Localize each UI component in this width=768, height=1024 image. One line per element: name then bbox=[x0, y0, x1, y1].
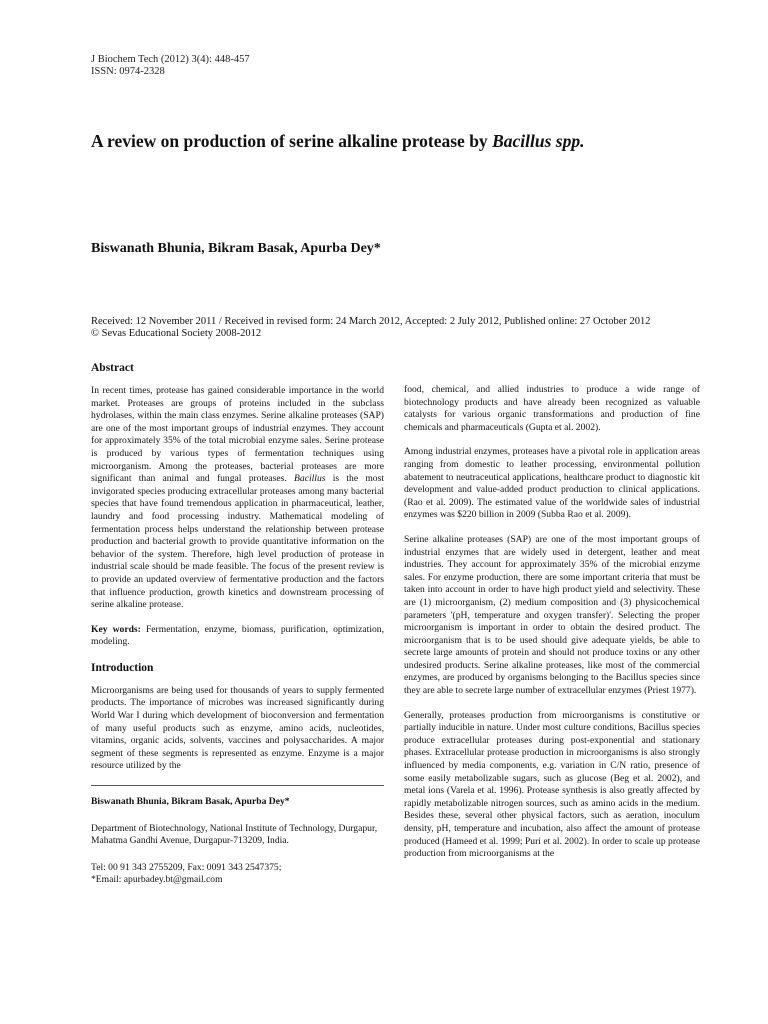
paper-title bbox=[91, 130, 731, 152]
keywords-text: Fermentation, enzyme, biomass, purification, optimization, modeling. bbox=[91, 623, 384, 648]
footnote-affiliation: Department of Biotechnology, National Institute of Technology, Durgapur, Mahatma Gandhi Avenue, Durgapur-713209, India. bbox=[91, 822, 378, 847]
paper-title-main: A review on production of serine alkaline protease by bbox=[91, 131, 493, 151]
footnote-authors: Biswanath Bhunia, Bikram Basak, Apurba Dey* bbox=[91, 796, 290, 808]
keywords-label: Key words: bbox=[91, 623, 141, 635]
journal-citation: J Biochem Tech (2012) 3(4): 448-457 bbox=[91, 54, 250, 65]
left-column bbox=[91, 361, 384, 895]
introduction-heading: Introduction bbox=[91, 661, 154, 674]
keywords bbox=[91, 624, 384, 649]
copyright-notice: © Sevas Educational Society 2008-2012 bbox=[91, 328, 262, 339]
journal-issn: ISSN: 0974-2328 bbox=[91, 66, 165, 77]
introduction-text: Microorganisms are being used for thousands of years to supply fermented products. The importance of microbes was increased significantly during World War I during which development of bioconversion and fermentation of many useful products such as enzyme, amino acids, nucleotides, vitamins, organic acids, solvents, vaccines and polysaccharides. A major segment of these segments is represented as enzyme. Enzyme is a major resource utilized by the bbox=[91, 684, 384, 772]
footnote-tel: Tel: 00 91 343 2755209, Fax: 0091 343 2547375; bbox=[91, 861, 282, 873]
abstract-heading: Abstract bbox=[91, 362, 134, 374]
author-list: Biswanath Bhunia, Bikram Basak, Apurba Dey* bbox=[91, 241, 381, 256]
body-paragraph-1: food, chemical, and allied industries to produce a wide range of biotechnology products and have already been recognized as valuable catalysts for various organic transformations and production of fine chemicals and pharmaceuticals (Gupta et al. 2002). bbox=[404, 384, 700, 433]
footnote-divider bbox=[91, 785, 384, 786]
footnote-email: *Email: apurbadey.bt@gmail.com bbox=[91, 874, 223, 886]
body-paragraph-3: Serine alkaline proteases (SAP) are one of the most important groups of industrial enzymes that are widely used in detergent, leather and meat industries. They account for approximately 35% of the microbial enzyme sales. For enzyme production, there are some important criteria that must be taken into account in order to have high product yield and selectivity. These are (1) microorganism, (2) medium composition and (3) physicochemical parameters '(pH, temperature and oxygen transfer)'. Selecting the proper microorganism is important in order to obtain the desired product. The microorganism that is to be used should give adequate yields, be able to secrete large amounts of protein and should not produce toxins or any other undesired products. Serine alkaline proteases, like most of the commercial enzymes, are produced by organisms belonging to the Bacillus species since they are able to secrete large number of extracellular enzymes (Priest 1977). bbox=[404, 533, 700, 697]
body-paragraph-2: Among industrial enzymes, proteases have a pivotal role in application areas ranging from domestic to leather processing, environmental pollution abatement to neutraceutical applications, healthcare product to diagnostic kit development and value-added product production to clinical applications. (Rao et al. 2009). The estimated value of the worldwide sales of industrial enzymes was $220 billion in 2009 (Subba Rao et al. 2009). bbox=[404, 446, 700, 521]
abstract-text-part2: is the most invigorated species producing extracellular proteases among many bacterial species that have found tremendous application in pharmaceutical, leather, laundry and food processing industry. Mathematical modeling of fermentation process helps understand the relationship between protease production and bacterial growth to provide quantitative information on the behavior of the system. Therefore, high level production of protease in industrial scale should be made feasible. The focus of the present review is to provide an updated overview of fermentative production and the factors that influence production, growth kinetics and downstream processing of serine alkaline protease. bbox=[91, 473, 384, 611]
publication-history: Received: 12 November 2011 / Received in revised form: 24 March 2012, Accepted: 2 July 2012, Published online: 27 October 2012 bbox=[91, 316, 651, 327]
body-paragraph-4: Generally, proteases production from microorganisms is constitutive or partially inducible in nature. Under most culture conditions, Bacillus species produce extracellular proteases during post-exponential and stationary phases. Extracellular protease production in microorganisms is also strongly influenced by media components, e.g. variation in C/N ratio, presence of some easily metabolizable sugars, such as glucose (Beg et al. 2002), and metal ions (Varela et al. 1996). Protease synthesis is also greatly affected by rapidly metabolizable nitrogen sources, such as amino acids in the medium. Besides these, several other physical factors, such as aeration, inoculum density, pH, temperature and incubation, also affect the amount of protease produced (Hameed et al. 1999; Puri et al. 2002). In order to scale up protease production from microorganisms at the bbox=[404, 709, 700, 860]
abstract-text bbox=[91, 385, 384, 612]
abstract-text-part1: In recent times, protease has gained considerable importance in the world market. Proteases are groups of proteins included in the subclass hydrolases, within the main class enzymes. Serine alkaline proteases (SAP) are one of the most important groups of industrial enzymes. They account for approximately 35% of the total microbial enzyme sales. Serine protease is produced by various types of fermentation techniques using microorganism. Among the proteases, bacterial proteases are more significant than animal and fungal proteases. bbox=[91, 385, 384, 485]
paper-title-organism: Bacillus spp. bbox=[492, 131, 585, 151]
abstract-italic-bacillus: Bacillus bbox=[294, 473, 326, 485]
right-column bbox=[404, 384, 700, 873]
